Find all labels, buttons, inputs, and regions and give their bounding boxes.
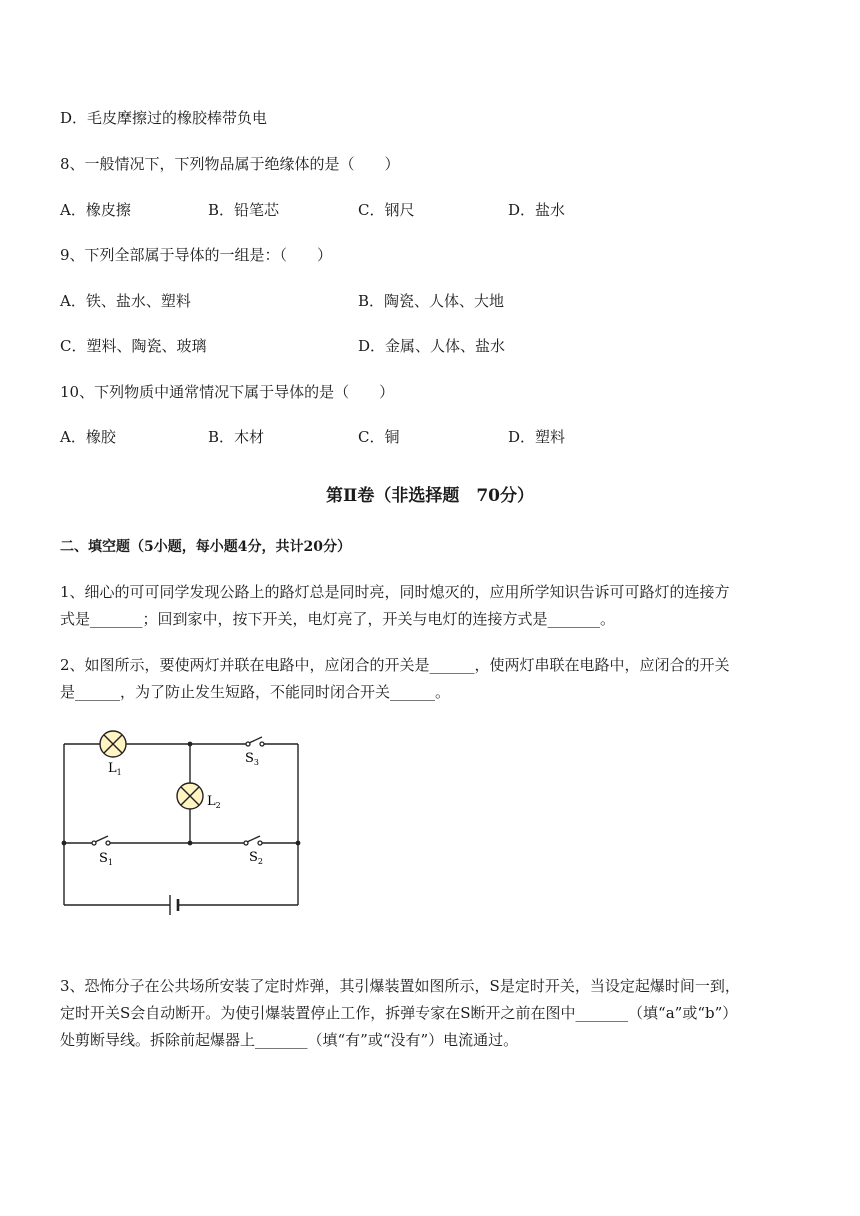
switch-s2-icon	[244, 836, 262, 845]
fill2-line1: 2、如图所示，要使两灯并联在电路中，应闭合的开关是______，使两灯串联在电路中，应闭合的开关	[60, 656, 730, 674]
lamp-l1-icon	[100, 731, 126, 757]
fill3-line3: 处剪断导线。拆除前起爆器上_______（填“有”或“没有”）电流通过。	[60, 1031, 519, 1049]
q9-option-a: A．铁、盐水、塑料	[60, 292, 191, 310]
label-s2: $S_2$	[249, 850, 263, 866]
part2-title: 第Ⅱ卷（非选择题 70分）	[326, 486, 534, 506]
fill3-line1: 3、恐怖分子在公共场所安装了定时炸弹，其引爆装置如图所示，S是定时开关，当设定起爆时间一到，	[60, 977, 740, 995]
lamp-l2-icon	[177, 783, 203, 809]
q8-option-d: D．盐水	[508, 201, 566, 219]
q9-option-c: C．塑料、陶瓷、玻璃	[60, 337, 207, 355]
switch-s1-icon	[92, 836, 110, 845]
q10-stem: 10、下列物质中通常情况下属于导体的是（ ）	[60, 383, 395, 401]
circuit-diagram	[50, 725, 320, 925]
section-fill-in-heading: 二、填空题（5小题，每小题4分，共计20分）	[60, 539, 351, 555]
fill1-line2: 式是_______；回到家中，按下开关，电灯亮了，开关与电灯的连接方式是_______。	[60, 610, 616, 628]
fill2-line2: 是______，为了防止发生短路，不能同时闭合开关______。	[60, 683, 451, 701]
q8-option-a: A．橡皮擦	[60, 201, 131, 219]
q10-option-c: C．铜	[358, 428, 400, 446]
q8-stem: 8、一般情况下，下列物品属于绝缘体的是（ ）	[60, 155, 400, 173]
label-s1: $S_1$	[99, 851, 113, 867]
fill3-line2: 定时开关S会自动断开。为使引爆装置停止工作，拆弹专家在S断开之前在图中_______（填“a”或“b”）	[60, 1004, 738, 1022]
battery-icon	[170, 895, 178, 915]
q7-option-d: D．毛皮摩擦过的橡胶棒带负电	[60, 109, 268, 127]
label-s3: $S_3$	[245, 751, 259, 767]
q10-option-b: B．木材	[208, 428, 265, 446]
q9-option-b: B．陶瓷、人体、大地	[358, 292, 505, 310]
q9-option-d: D．金属、人体、盐水	[358, 337, 506, 355]
fill1-line1: 1、细心的可可同学发现公路上的路灯总是同时亮，同时熄灭的，应用所学知识告诉可可路灯的连接方	[60, 583, 730, 601]
switch-s3-icon	[246, 737, 264, 746]
q10-option-a: A．橡胶	[60, 428, 116, 446]
q10-option-d: D．塑料	[508, 428, 566, 446]
q9-stem: 9、下列全部属于导体的一组是：（ ）	[60, 246, 333, 264]
q8-option-c: C．钢尺	[358, 201, 415, 219]
q8-option-b: B．铅笔芯	[208, 201, 280, 219]
label-l2: $L_2$	[207, 794, 221, 810]
label-l1: $L_1$	[108, 761, 122, 777]
